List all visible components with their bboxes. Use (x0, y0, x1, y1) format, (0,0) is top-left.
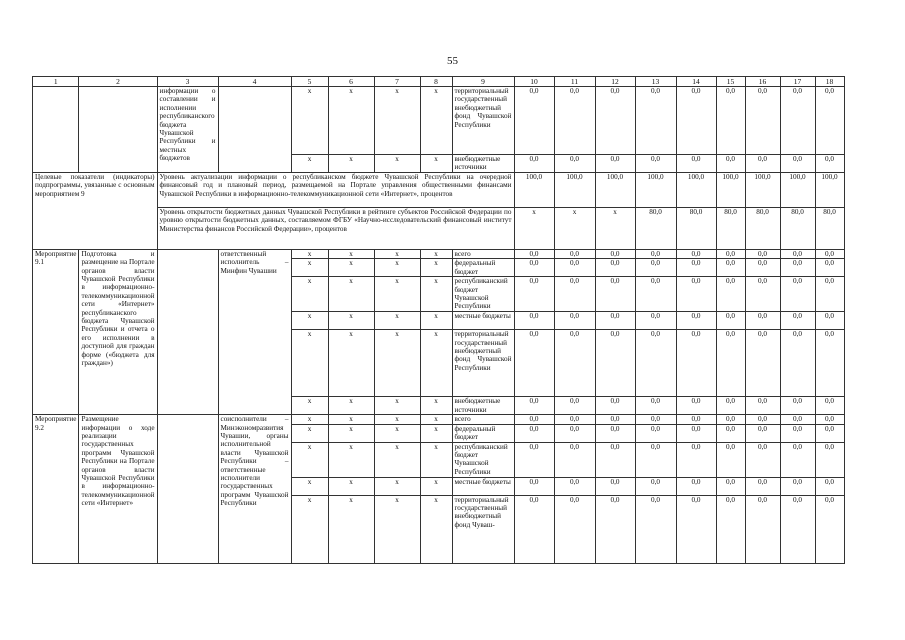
value-cell: 0,0 (716, 277, 745, 312)
mark-cell: x (374, 330, 420, 397)
event-executor: соисполнители – Минэкономразвития Чувашии, органы исполнительной власти Чувашской Республики – ответственные исполнители государственных программ Чувашской Республики (218, 415, 291, 563)
value-cell: 0,0 (815, 415, 844, 424)
value-cell: 0,0 (595, 155, 635, 173)
mark-cell: x (420, 155, 452, 173)
value-cell: 0,0 (676, 477, 716, 495)
value-cell: 0,0 (514, 415, 554, 424)
value-cell: 0,0 (554, 415, 595, 424)
value-cell: 0,0 (514, 249, 554, 258)
value-cell: 0,0 (676, 277, 716, 312)
mark-cell: x (291, 87, 328, 155)
value-cell: 0,0 (780, 249, 815, 258)
table-row (33, 249, 845, 258)
value-cell: 0,0 (554, 259, 595, 277)
targets-label: Целевые показатели (индикаторы) подпрограммы, увязанные с основным мероприятием 9 (33, 172, 158, 249)
event-name: Подготовка и размещение на Портале органов власти Чувашской Республики в информационно-телекоммуникационной сети «Интернет» республиканского бюджета Чувашской Республики и отчета о его исполнении в доступной для граждан форме («бюджета для граждан») (79, 249, 157, 414)
value-cell: 0,0 (595, 397, 635, 415)
value-cell: 0,0 (635, 397, 676, 415)
value-cell: 0,0 (716, 87, 745, 155)
value-cell: 0,0 (676, 330, 716, 397)
value-cell: 0,0 (716, 415, 745, 424)
source-cell: внебюджетные источники (452, 155, 514, 173)
value-cell: 0,0 (635, 495, 676, 563)
value-cell: 100,0 (716, 172, 745, 207)
value-cell: 100,0 (815, 172, 844, 207)
mark-cell: x (374, 312, 420, 330)
mark-cell: x (420, 259, 452, 277)
cell (79, 87, 157, 173)
value-cell: 0,0 (780, 312, 815, 330)
mark-cell: x (328, 495, 374, 563)
value-cell: 0,0 (635, 312, 676, 330)
value-cell: 0,0 (815, 312, 844, 330)
mark-cell: x (420, 312, 452, 330)
header-cell: 5 (291, 77, 328, 87)
header-cell: 14 (676, 77, 716, 87)
mark-cell: x (291, 249, 328, 258)
mark-cell: x (291, 442, 328, 477)
value-cell: 0,0 (676, 155, 716, 173)
mark-cell: x (420, 330, 452, 397)
value-cell: 0,0 (554, 87, 595, 155)
value-cell: 0,0 (815, 155, 844, 173)
value-cell: 0,0 (745, 155, 780, 173)
value-cell: x (554, 207, 595, 249)
value-cell: 0,0 (815, 87, 844, 155)
mark-cell: x (328, 477, 374, 495)
value-cell: 80,0 (780, 207, 815, 249)
mark-cell: x (374, 249, 420, 258)
value-cell: 0,0 (716, 477, 745, 495)
value-cell: 0,0 (554, 330, 595, 397)
value-cell: 0,0 (635, 330, 676, 397)
value-cell: 0,0 (514, 259, 554, 277)
event-executor: ответственный исполнитель – Минфин Чувашии (218, 249, 291, 414)
header-cell: 12 (595, 77, 635, 87)
table-row (33, 87, 845, 155)
value-cell: 0,0 (635, 249, 676, 258)
mark-cell: x (420, 477, 452, 495)
header-cell: 7 (374, 77, 420, 87)
value-cell: 0,0 (815, 277, 844, 312)
value-cell: 0,0 (815, 259, 844, 277)
mark-cell: x (374, 424, 420, 442)
table-row (33, 77, 845, 87)
mark-cell: x (420, 495, 452, 563)
value-cell: 100,0 (745, 172, 780, 207)
value-cell: 0,0 (745, 424, 780, 442)
mark-cell: x (420, 277, 452, 312)
value-cell: 0,0 (745, 277, 780, 312)
table-row (33, 415, 845, 424)
header-cell: 11 (554, 77, 595, 87)
mark-cell: x (328, 249, 374, 258)
value-cell: 80,0 (635, 207, 676, 249)
mark-cell: x (328, 415, 374, 424)
value-cell: 0,0 (595, 277, 635, 312)
value-cell: 0,0 (595, 415, 635, 424)
mark-cell: x (328, 277, 374, 312)
page-number: 55 (447, 55, 458, 67)
value-cell: 0,0 (716, 397, 745, 415)
value-cell: 0,0 (745, 415, 780, 424)
header-cell: 3 (157, 77, 218, 87)
cell (157, 249, 218, 414)
value-cell: 0,0 (780, 397, 815, 415)
mark-cell: x (291, 259, 328, 277)
mark-cell: x (374, 87, 420, 155)
value-cell: 0,0 (554, 424, 595, 442)
mark-cell: x (420, 397, 452, 415)
value-cell: 0,0 (514, 155, 554, 173)
value-cell: 0,0 (815, 424, 844, 442)
value-cell: 80,0 (745, 207, 780, 249)
value-cell: 0,0 (676, 424, 716, 442)
value-cell: 0,0 (595, 312, 635, 330)
value-cell: 100,0 (554, 172, 595, 207)
header-cell: 1 (33, 77, 79, 87)
value-cell: 0,0 (635, 155, 676, 173)
value-cell: 0,0 (635, 277, 676, 312)
mark-cell: x (328, 330, 374, 397)
value-cell: 0,0 (780, 424, 815, 442)
value-cell: 0,0 (514, 277, 554, 312)
header-cell: 4 (218, 77, 291, 87)
header-cell: 13 (635, 77, 676, 87)
value-cell: 0,0 (815, 442, 844, 477)
mark-cell: x (328, 424, 374, 442)
mark-cell: x (374, 397, 420, 415)
value-cell: 0,0 (780, 415, 815, 424)
mark-cell: x (420, 87, 452, 155)
budget-table (32, 76, 845, 564)
value-cell: 0,0 (635, 87, 676, 155)
value-cell: 0,0 (676, 415, 716, 424)
value-cell: 0,0 (554, 397, 595, 415)
value-cell: 0,0 (780, 277, 815, 312)
value-cell: 0,0 (595, 424, 635, 442)
mark-cell: x (291, 477, 328, 495)
value-cell: 0,0 (554, 249, 595, 258)
indicator-text: Уровень актуализации информации о республиканском бюджете Чувашской Республики на очередной финансовый год и плановый период, размещаемой на Портале управления общественными финансами Чувашской Республики в информационно-телекоммуникационной сети «Интернет», процентов (157, 172, 514, 207)
value-cell: 0,0 (745, 259, 780, 277)
value-cell: 100,0 (676, 172, 716, 207)
value-cell: 0,0 (595, 259, 635, 277)
value-cell: 0,0 (780, 495, 815, 563)
value-cell: 0,0 (716, 155, 745, 173)
source-cell: местные бюджеты (452, 312, 514, 330)
source-cell: федеральный бюджет (452, 259, 514, 277)
value-cell: 0,0 (716, 312, 745, 330)
mark-cell: x (291, 312, 328, 330)
source-cell: всего (452, 249, 514, 258)
value-cell: 0,0 (554, 477, 595, 495)
mark-cell: x (374, 442, 420, 477)
value-cell: 0,0 (780, 330, 815, 397)
source-cell: республиканский бюджет Чувашской Республики (452, 442, 514, 477)
value-cell: 0,0 (514, 424, 554, 442)
value-cell: 0,0 (716, 442, 745, 477)
source-cell: республиканский бюджет Чувашской Республики (452, 277, 514, 312)
mark-cell: x (291, 397, 328, 415)
source-cell: федеральный бюджет (452, 424, 514, 442)
value-cell: 0,0 (745, 442, 780, 477)
indicator-text: Уровень открытости бюджетных данных Чувашской Республики в рейтинге субъектов Российской Федерации по уровню открытости бюджетных данных, составляемом ФГБУ «Научно-исследовательский финансовый институт Министерства финансов Российской Федерации», процентов (157, 207, 514, 249)
mark-cell: x (291, 277, 328, 312)
value-cell: 0,0 (815, 477, 844, 495)
value-cell: 0,0 (514, 495, 554, 563)
value-cell: 0,0 (780, 477, 815, 495)
mark-cell: x (328, 312, 374, 330)
cell (33, 87, 79, 173)
value-cell: 0,0 (676, 249, 716, 258)
value-cell: 0,0 (595, 330, 635, 397)
mark-cell: x (374, 477, 420, 495)
event-code: Мероприятие 9.2 (33, 415, 79, 563)
mark-cell: x (420, 442, 452, 477)
value-cell: 0,0 (635, 442, 676, 477)
event-code: Мероприятие 9.1 (33, 249, 79, 414)
source-cell: территориальный государственный внебюджетный фонд Чуваш- (452, 495, 514, 563)
value-cell: 0,0 (635, 477, 676, 495)
event-name: Размещение информации о ходе реализации государственных программ Чувашской Республики на Портале органов власти Чувашской Республики в информационно-телекоммуникационной сети «Интернет» (79, 415, 157, 563)
value-cell: 0,0 (554, 495, 595, 563)
source-cell: территориальный государственный внебюджетный фонд Чувашской Республики (452, 330, 514, 397)
value-cell: 0,0 (514, 442, 554, 477)
mark-cell: x (420, 415, 452, 424)
value-cell: 0,0 (780, 259, 815, 277)
mark-cell: x (291, 155, 328, 173)
value-cell: 0,0 (716, 259, 745, 277)
mark-cell: x (374, 495, 420, 563)
mark-cell: x (291, 495, 328, 563)
value-cell: 0,0 (745, 249, 780, 258)
value-cell: 0,0 (554, 442, 595, 477)
value-cell: 100,0 (595, 172, 635, 207)
value-cell: 0,0 (745, 495, 780, 563)
header-cell: 6 (328, 77, 374, 87)
value-cell: 0,0 (716, 495, 745, 563)
mark-cell: x (328, 259, 374, 277)
value-cell: 0,0 (514, 87, 554, 155)
value-cell: 0,0 (514, 312, 554, 330)
mark-cell: x (374, 277, 420, 312)
source-cell: местные бюджеты (452, 477, 514, 495)
value-cell: 0,0 (676, 87, 716, 155)
header-cell: 8 (420, 77, 452, 87)
value-cell: 0,0 (815, 495, 844, 563)
header-cell: 16 (745, 77, 780, 87)
value-cell: 0,0 (554, 312, 595, 330)
value-cell: 80,0 (815, 207, 844, 249)
value-cell: 0,0 (745, 397, 780, 415)
mark-cell: x (420, 424, 452, 442)
value-cell: 0,0 (676, 312, 716, 330)
value-cell: 0,0 (676, 397, 716, 415)
value-cell: 0,0 (554, 277, 595, 312)
value-cell: 80,0 (716, 207, 745, 249)
value-cell: 0,0 (745, 330, 780, 397)
value-cell: 100,0 (514, 172, 554, 207)
value-cell: 80,0 (676, 207, 716, 249)
mark-cell: x (374, 259, 420, 277)
header-cell: 10 (514, 77, 554, 87)
header-cell: 15 (716, 77, 745, 87)
table-row (33, 172, 845, 207)
source-cell: территориальный государственный внебюджетный фонд Чувашской Республики (452, 87, 514, 155)
mark-cell: x (374, 155, 420, 173)
value-cell: 0,0 (815, 397, 844, 415)
value-cell: 0,0 (716, 330, 745, 397)
value-cell: 100,0 (780, 172, 815, 207)
value-cell: x (514, 207, 554, 249)
mark-cell: x (291, 330, 328, 397)
mark-cell: x (291, 424, 328, 442)
mark-cell: x (328, 155, 374, 173)
value-cell: 0,0 (745, 312, 780, 330)
value-cell: x (595, 207, 635, 249)
cell (157, 415, 218, 563)
value-cell: 0,0 (780, 87, 815, 155)
value-cell: 0,0 (745, 477, 780, 495)
value-cell: 0,0 (514, 397, 554, 415)
value-cell: 0,0 (676, 495, 716, 563)
value-cell: 0,0 (676, 442, 716, 477)
value-cell: 0,0 (635, 415, 676, 424)
header-cell: 18 (815, 77, 844, 87)
value-cell: 0,0 (595, 87, 635, 155)
mark-cell: x (374, 415, 420, 424)
source-cell: внебюджетные источники (452, 397, 514, 415)
mark-cell: x (328, 397, 374, 415)
value-cell: 0,0 (815, 330, 844, 397)
mark-cell: x (420, 249, 452, 258)
value-cell: 100,0 (635, 172, 676, 207)
value-cell: 0,0 (554, 155, 595, 173)
mark-cell: x (291, 415, 328, 424)
value-cell: 0,0 (716, 424, 745, 442)
header-cell: 17 (780, 77, 815, 87)
cell (218, 87, 291, 173)
value-cell: 0,0 (716, 249, 745, 258)
value-cell: 0,0 (676, 259, 716, 277)
value-cell: 0,0 (514, 477, 554, 495)
value-cell: 0,0 (745, 87, 780, 155)
mark-cell: x (328, 87, 374, 155)
value-cell: 0,0 (780, 155, 815, 173)
value-cell: 0,0 (635, 424, 676, 442)
source-cell: всего (452, 415, 514, 424)
text-cell: информации о составлении и исполнении республиканского бюджета Чувашской Республики и местных бюджетов (157, 87, 218, 173)
mark-cell: x (328, 442, 374, 477)
value-cell: 0,0 (595, 249, 635, 258)
header-cell: 9 (452, 77, 514, 87)
header-cell: 2 (79, 77, 157, 87)
value-cell: 0,0 (635, 259, 676, 277)
value-cell: 0,0 (595, 495, 635, 563)
value-cell: 0,0 (780, 442, 815, 477)
value-cell: 0,0 (514, 330, 554, 397)
value-cell: 0,0 (595, 442, 635, 477)
value-cell: 0,0 (815, 249, 844, 258)
value-cell: 0,0 (595, 477, 635, 495)
